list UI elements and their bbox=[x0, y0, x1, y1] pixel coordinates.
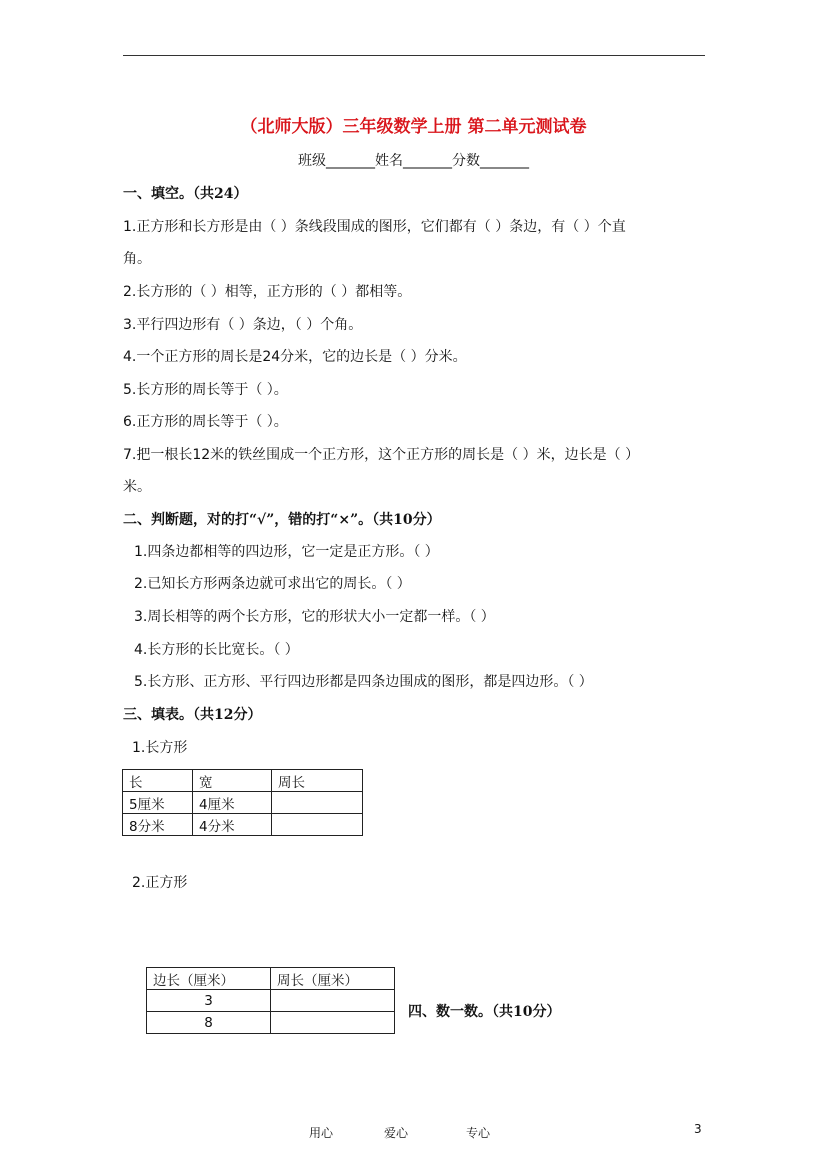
footer-right-text: 专心 bbox=[466, 1126, 491, 1140]
question-line: 6.正方形的周长等于（ ）。 bbox=[123, 414, 288, 430]
table-header-cell: 边长（厘米） bbox=[147, 968, 271, 990]
table-caption-rectangle: 1.长方形 bbox=[132, 740, 188, 756]
table-cell: 8 bbox=[147, 1012, 271, 1034]
header-rule bbox=[123, 55, 705, 56]
question-line: 米。 bbox=[123, 479, 151, 495]
question-line: 1.正方形和长方形是由（ ）条线段围成的图形，它们都有（ ）条边，有（ ）个直 bbox=[123, 219, 626, 235]
table-header-cell: 宽 bbox=[193, 770, 272, 792]
question-line: 角。 bbox=[123, 251, 151, 267]
question-line: 2.已知长方形两条边就可求出它的周长。（ ） bbox=[134, 576, 411, 592]
table-row bbox=[123, 814, 363, 836]
section-heading-count: 四、数一数。（共10分） bbox=[408, 1004, 561, 1020]
section-heading-fill-table: 三、填表。（共12分） bbox=[123, 707, 262, 723]
table-cell-blank[interactable] bbox=[271, 1012, 395, 1034]
rectangle-table bbox=[122, 769, 363, 836]
question-line: 5.长方形的周长等于（ ）。 bbox=[123, 382, 288, 398]
student-info-line: 班级_______姓名_______分数_______ bbox=[298, 153, 529, 169]
question-line: 3.平行四边形有（ ）条边，（ ）个角。 bbox=[123, 317, 363, 333]
table-caption-square: 2.正方形 bbox=[132, 875, 188, 891]
table-row bbox=[123, 792, 363, 814]
question-line: 7.把一根长12米的铁丝围成一个正方形，这个正方形的周长是（ ）米，边长是（ ） bbox=[123, 447, 640, 463]
question-line: 2.长方形的（ ）相等，正方形的（ ）都相等。 bbox=[123, 284, 412, 300]
section-heading-true-false: 二、判断题，对的打“√”，错的打“×”。（共10分） bbox=[123, 512, 441, 528]
section-heading-fill-blank: 一、填空。（共24） bbox=[123, 186, 248, 202]
table-header-row bbox=[123, 770, 363, 792]
table-cell: 5厘米 bbox=[123, 792, 193, 814]
question-line: 4.一个正方形的周长是24分米，它的边长是（ ）分米。 bbox=[123, 349, 467, 365]
page-title: （北师大版）三年级数学上册 第二单元测试卷 bbox=[240, 117, 587, 137]
table-header-row bbox=[147, 968, 395, 990]
question-line: 5.长方形、正方形、平行四边形都是四条边围成的图形，都是四边形。（ ） bbox=[134, 674, 593, 690]
footer-left-text: 用心 bbox=[309, 1126, 334, 1140]
table-header-cell: 周长 bbox=[272, 770, 363, 792]
table-cell: 4厘米 bbox=[193, 792, 272, 814]
table-cell: 4分米 bbox=[193, 814, 272, 836]
question-line: 4.长方形的长比宽长。（ ） bbox=[134, 642, 299, 658]
square-table bbox=[146, 967, 395, 1034]
table-row bbox=[147, 990, 395, 1012]
question-line: 3.周长相等的两个长方形，它的形状大小一定都一样。（ ） bbox=[134, 609, 495, 625]
table-cell-blank[interactable] bbox=[272, 814, 363, 836]
table-cell: 3 bbox=[147, 990, 271, 1012]
table-header-cell: 长 bbox=[123, 770, 193, 792]
table-cell: 8分米 bbox=[123, 814, 193, 836]
page-number: 3 bbox=[694, 1122, 702, 1136]
table-cell-blank[interactable] bbox=[272, 792, 363, 814]
footer-middle-text: 爱心 bbox=[384, 1126, 409, 1140]
table-row bbox=[147, 1012, 395, 1034]
question-line: 1.四条边都相等的四边形，它一定是正方形。（ ） bbox=[134, 544, 439, 560]
table-cell-blank[interactable] bbox=[271, 990, 395, 1012]
table-header-cell: 周长（厘米） bbox=[271, 968, 395, 990]
